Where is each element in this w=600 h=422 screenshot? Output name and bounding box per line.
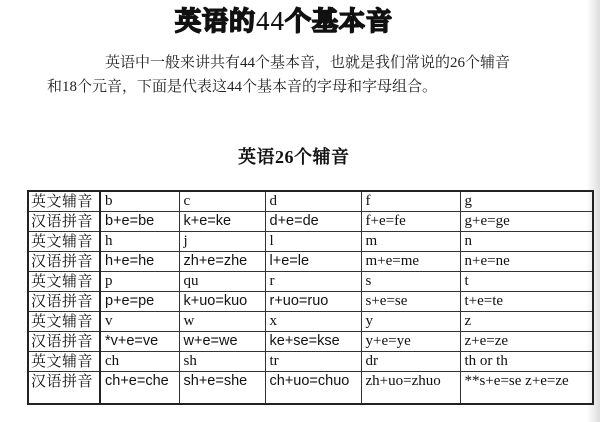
consonant-cell: p (100, 272, 179, 292)
consonant-cell: v (100, 312, 179, 332)
pinyin-cell: p+e=pe (100, 292, 179, 312)
consonant-cell: tr (265, 352, 361, 372)
consonant-cell: sh (179, 352, 265, 372)
pinyin-cell: t+e=te (460, 292, 593, 312)
intro-line-2: 和18个元音，下面是代表这44个基本音的字母和字母组合。 (47, 79, 438, 95)
pinyin-cell: f+e=fe (361, 212, 460, 232)
intro-line-1: 英语中一般来讲共有44个基本音，也就是我们常说的26个辅音 (105, 55, 511, 71)
intro-paragraph (47, 51, 595, 99)
consonant-cell: r (265, 272, 361, 292)
pinyin-cell: ke+se=kse (265, 332, 361, 352)
consonant-cell: f (361, 191, 460, 212)
english-consonant-row (28, 191, 593, 212)
pinyin-cell: m+e=me (361, 252, 460, 272)
english-consonant-row (28, 352, 593, 372)
pinyin-cell: zh+e=zhe (179, 252, 265, 272)
pinyin-cell: l+e=le (265, 252, 361, 272)
pinyin-cell: k+e=ke (179, 212, 265, 232)
row-label: 英文辅音 (28, 272, 100, 292)
pinyin-cell: g+e=ge (460, 212, 593, 232)
pinyin-cell: b+e=be (100, 212, 179, 232)
consonant-cell: m (361, 232, 460, 252)
consonant-cell: s (361, 272, 460, 292)
pinyin-cell: w+e=we (179, 332, 265, 352)
pinyin-cell: *v+e=ve (100, 332, 179, 352)
consonant-cell: y (361, 312, 460, 332)
pinyin-row (28, 292, 593, 312)
consonant-cell: qu (179, 272, 265, 292)
consonant-cell: h (100, 232, 179, 252)
consonant-cell: t (460, 272, 593, 292)
consonant-cell: x (265, 312, 361, 332)
consonant-cell: g (460, 191, 593, 212)
pinyin-cell: z+e=ze (460, 332, 593, 352)
consonant-cell: dr (361, 352, 460, 372)
pinyin-cell: h+e=he (100, 252, 179, 272)
pinyin-cell: zh+uo=zhuo (361, 372, 460, 405)
pinyin-cell: n+e=ne (460, 252, 593, 272)
row-label: 英文辅音 (28, 232, 100, 252)
consonant-cell: th or th (460, 352, 593, 372)
page-title (175, 4, 435, 38)
consonant-cell: b (100, 191, 179, 212)
row-label: 汉语拼音 (28, 292, 100, 312)
pinyin-row (28, 252, 593, 272)
pinyin-cell: ch+e=che (100, 372, 179, 405)
row-label: 英文辅音 (28, 191, 100, 212)
pinyin-cell: ch+uo=chuo (265, 372, 361, 405)
title-number: 44 (256, 6, 286, 36)
consonant-cell: z (460, 312, 593, 332)
pinyin-cell: d+e=de (265, 212, 361, 232)
consonant-cell: n (460, 232, 593, 252)
pinyin-row (28, 372, 593, 405)
pinyin-cell: r+uo=ruo (265, 292, 361, 312)
pinyin-row (28, 332, 593, 352)
pinyin-cell: **s+e=se z+e=ze (460, 372, 593, 405)
pinyin-cell: s+e=se (361, 292, 460, 312)
pinyin-cell: k+uo=kuo (179, 292, 265, 312)
row-label: 汉语拼音 (28, 252, 100, 272)
pinyin-row (28, 212, 593, 232)
consonant-cell: d (265, 191, 361, 212)
row-label: 汉语拼音 (28, 332, 100, 352)
row-label: 英文辅音 (28, 312, 100, 332)
english-consonant-row (28, 312, 593, 332)
consonant-cell: l (265, 232, 361, 252)
title-prefix: 英语的 (175, 7, 257, 37)
consonant-cell: ch (100, 352, 179, 372)
section-heading: 英语26个辅音 (238, 147, 350, 167)
row-label: 汉语拼音 (28, 372, 100, 405)
consonant-cell: j (179, 232, 265, 252)
consonant-cell: w (179, 312, 265, 332)
pinyin-cell: y+e=ye (361, 332, 460, 352)
pinyin-cell: sh+e=she (179, 372, 265, 405)
consonant-table (27, 190, 594, 405)
title-suffix: 个基本音 (285, 7, 394, 37)
row-label: 英文辅音 (28, 352, 100, 372)
consonant-table-body (28, 191, 593, 404)
english-consonant-row (28, 272, 593, 292)
row-label: 汉语拼音 (28, 212, 100, 232)
consonant-cell: c (179, 191, 265, 212)
english-consonant-row (28, 232, 593, 252)
